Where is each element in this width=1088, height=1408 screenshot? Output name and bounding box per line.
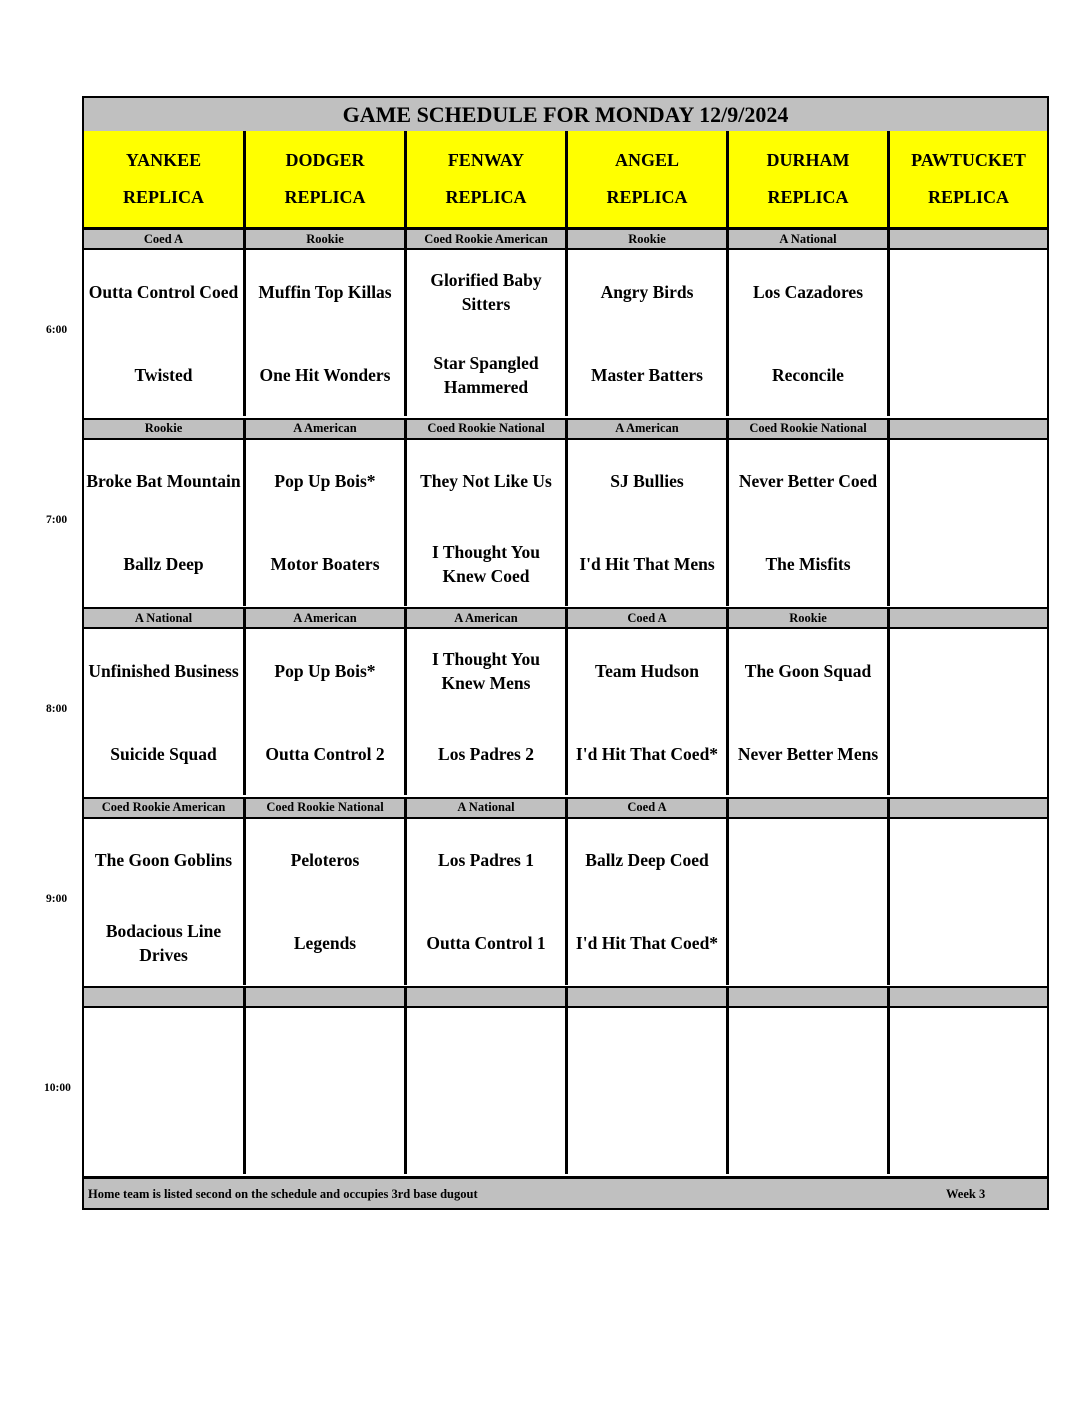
game-row (84, 440, 1047, 606)
away-team: Glorified Baby Sitters (430, 269, 542, 314)
away-team: Muffin Top Killas (258, 281, 392, 302)
matchup-cell (84, 819, 246, 985)
division-label: A American (568, 420, 729, 438)
field-header-5 (890, 131, 1047, 227)
division-label: A American (246, 420, 407, 438)
home-team (84, 1091, 243, 1174)
home-team: One Hit Wonders (259, 364, 391, 385)
time-slot-label: 8:00 (46, 703, 68, 715)
away-team (729, 819, 887, 902)
home-team (890, 902, 1047, 985)
home-team (890, 523, 1047, 606)
matchup-cell (246, 440, 407, 606)
matchup-cell (568, 819, 729, 985)
home-team: Los Padres 2 (438, 743, 534, 764)
game-row (84, 250, 1047, 416)
time-slot-label: 9:00 (46, 892, 68, 905)
home-team: Bodacious Line Drives (105, 921, 222, 965)
home-team: Motor Boaters (270, 554, 380, 574)
division-label (890, 799, 1047, 817)
division-label (890, 988, 1047, 1006)
schedule-title: GAME SCHEDULE FOR MONDAY 12/9/2024 (84, 98, 1047, 133)
away-team: The Goon Goblins (94, 850, 233, 870)
away-team: Unfinished Business (88, 660, 239, 681)
division-label (890, 230, 1047, 248)
matchup-cell (246, 819, 407, 985)
division-label: Rookie (568, 230, 729, 248)
matchup-cell (729, 440, 890, 606)
home-team: Ballz Deep (123, 554, 204, 574)
matchup-cell (890, 819, 1047, 985)
away-team (890, 250, 1047, 333)
matchup-cell (84, 440, 246, 606)
field-header-1 (246, 131, 407, 227)
home-team: I'd Hit That Coed* (575, 933, 719, 953)
field-name: PAWTUCKET (911, 150, 1026, 170)
home-team: Legends (293, 933, 357, 953)
division-label (568, 988, 729, 1006)
away-team: Los Padres 1 (438, 850, 534, 870)
time-slot-label: 6:00 (46, 324, 68, 336)
away-team: Los Cazadores (752, 281, 864, 302)
away-team (84, 1008, 243, 1091)
division-label: Coed Rookie American (407, 230, 568, 248)
away-team (890, 1008, 1047, 1091)
away-team: Peloteros (290, 850, 360, 870)
home-team: I'd Hit That Mens (579, 554, 715, 574)
matchup-cell (729, 250, 890, 416)
game-row (84, 1008, 1047, 1174)
matchup-cell (84, 1008, 246, 1174)
footer-bar (84, 1176, 1047, 1208)
division-label: Coed Rookie National (246, 799, 407, 817)
schedule-table (82, 96, 1049, 1210)
home-team (729, 902, 887, 985)
division-label: Coed A (568, 799, 729, 817)
home-team: The Misfits (765, 554, 851, 574)
division-label: Coed Rookie National (729, 420, 890, 438)
matchup-cell (407, 440, 568, 606)
time-slot-label: 10:00 (44, 1082, 71, 1094)
home-team (890, 333, 1047, 416)
matchup-cell (568, 440, 729, 606)
matchup-cell (246, 1008, 407, 1174)
away-team (568, 1008, 726, 1091)
division-band (84, 797, 1047, 819)
division-label: Coed A (84, 230, 246, 248)
away-team (729, 1008, 887, 1091)
home-team (407, 1091, 565, 1174)
division-label (890, 609, 1047, 627)
matchup-cell (729, 819, 890, 985)
away-team: Never Better Coed (738, 471, 878, 491)
division-band (84, 228, 1047, 250)
division-label: Rookie (729, 609, 890, 627)
home-team: Master Batters (591, 364, 703, 385)
home-team: Outta Control 2 (265, 743, 385, 764)
division-band (84, 418, 1047, 440)
matchup-cell (890, 440, 1047, 606)
away-team (246, 1008, 404, 1091)
home-team: Outta Control 1 (426, 933, 546, 953)
matchup-cell (890, 250, 1047, 416)
matchup-cell (84, 629, 246, 795)
away-team: They Not Like Us (420, 471, 552, 491)
matchup-cell (407, 1008, 568, 1174)
away-team: Outta Control Coed (88, 281, 239, 302)
division-label (246, 988, 407, 1006)
field-name: DURHAM (766, 150, 850, 170)
week-label: Week 3 (946, 1187, 986, 1201)
division-label (890, 420, 1047, 438)
away-team (890, 629, 1047, 712)
home-team (890, 712, 1047, 795)
field-subtitle: REPLICA (927, 187, 1009, 207)
field-header-2 (407, 131, 568, 227)
division-label: A National (729, 230, 890, 248)
matchup-cell (890, 1008, 1047, 1174)
division-label: Coed Rookie American (84, 799, 246, 817)
matchup-cell (84, 250, 246, 416)
away-team (890, 819, 1047, 902)
away-team: The Goon Squad (744, 660, 872, 681)
matchup-cell (407, 629, 568, 795)
field-subtitle: REPLICA (606, 187, 688, 207)
away-team: Angry Birds (600, 281, 694, 302)
home-team-note: Home team is listed second on the schedule and occupies 3rd base dugout (88, 1187, 478, 1201)
division-label: Coed Rookie National (407, 420, 568, 438)
matchup-cell (407, 250, 568, 416)
game-row (84, 629, 1047, 795)
home-team: Suicide Squad (110, 743, 217, 764)
away-team: Pop Up Bois* (274, 471, 376, 491)
field-header-4 (729, 131, 890, 227)
division-band (84, 607, 1047, 629)
matchup-cell (246, 629, 407, 795)
time-slot-label: 7:00 (46, 513, 68, 526)
home-team (568, 1091, 726, 1174)
field-header-0 (84, 131, 246, 227)
matchup-cell (568, 629, 729, 795)
home-team: I'd Hit That Coed* (575, 743, 719, 764)
home-team (729, 1091, 887, 1174)
field-subtitle: REPLICA (284, 187, 366, 207)
away-team (407, 1008, 565, 1091)
home-team (890, 1091, 1047, 1174)
matchup-cell (729, 1008, 890, 1174)
division-band (84, 986, 1047, 1008)
home-team: Reconcile (772, 364, 844, 385)
field-subtitle: REPLICA (122, 187, 204, 207)
field-name: YANKEE (125, 150, 202, 170)
field-name: FENWAY (447, 150, 525, 170)
matchup-cell (246, 250, 407, 416)
away-team: I Thought You Knew Mens (432, 648, 540, 693)
home-team: Twisted (134, 364, 193, 385)
division-label: A National (407, 799, 568, 817)
division-label (407, 988, 568, 1006)
field-name: DODGER (285, 150, 365, 170)
matchup-cell (890, 629, 1047, 795)
field-header-row (84, 131, 1047, 230)
home-team: Star Spangled Hammered (433, 352, 539, 397)
field-name: ANGEL (614, 150, 679, 170)
matchup-cell (407, 819, 568, 985)
home-team (246, 1091, 404, 1174)
division-label (729, 988, 890, 1006)
home-team: Never Better Mens (737, 743, 879, 764)
away-team: Ballz Deep Coed (585, 850, 709, 870)
game-row (84, 819, 1047, 985)
field-header-3 (568, 131, 729, 227)
matchup-cell (568, 1008, 729, 1174)
division-label: A American (246, 609, 407, 627)
away-team: SJ Bullies (610, 471, 684, 491)
away-team: Broke Bat Mountain (86, 471, 241, 491)
division-label: Rookie (246, 230, 407, 248)
away-team: Team Hudson (595, 660, 699, 681)
division-label (729, 799, 890, 817)
field-subtitle: REPLICA (445, 187, 527, 207)
home-team: I Thought You Knew Coed (432, 542, 540, 586)
division-label: Coed A (568, 609, 729, 627)
division-label: Rookie (84, 420, 246, 438)
division-label: A National (84, 609, 246, 627)
field-subtitle: REPLICA (767, 187, 849, 207)
away-team (890, 440, 1047, 523)
matchup-cell (568, 250, 729, 416)
division-label (84, 988, 246, 1006)
matchup-cell (729, 629, 890, 795)
division-label: A American (407, 609, 568, 627)
away-team: Pop Up Bois* (274, 660, 376, 681)
